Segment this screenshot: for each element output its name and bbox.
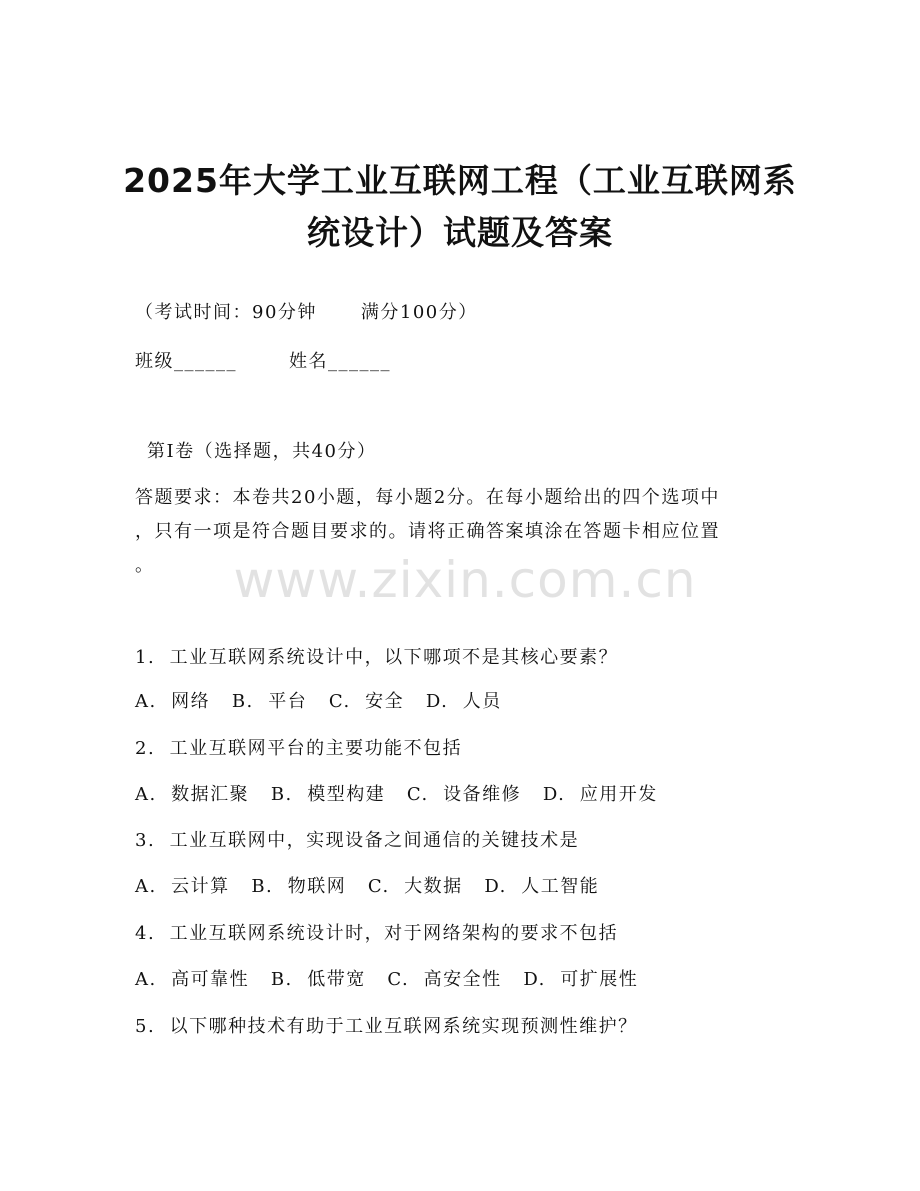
question-text: 5. 以下哪种技术有助于工业互联网系统实现预测性维护？ (135, 1016, 638, 1037)
full-score: 满分100分） (360, 302, 478, 323)
question-options: A. 高可靠性 B. 低带宽 C. 高安全性 D. 可扩展性 (135, 969, 639, 990)
question-options: A. 网络 B. 平台 C. 安全 D. 人员 (135, 691, 502, 712)
question-options: A. 数据汇聚 B. 模型构建 C. 设备维修 D. 应用开发 (135, 784, 658, 805)
exam-time: （考试时间：90分钟 (135, 302, 317, 323)
question-text: 2. 工业互联网平台的主要功能不包括 (135, 738, 463, 759)
question-options: A. 云计算 B. 物联网 C. 大数据 D. 人工智能 (135, 876, 600, 897)
document-title-line-1: 2025年大学工业互联网工程（工业互联网系 (123, 161, 797, 200)
section-heading: 第I卷（选择题，共40分） (147, 441, 377, 462)
requirements-line: 答题要求：本卷共20小题，每小题2分。在每小题给出的四个选项中 (135, 487, 720, 508)
question-text: 3. 工业互联网中，实现设备之间通信的关键技术是 (135, 830, 580, 851)
student-info (135, 350, 391, 374)
question-text: 4. 工业互联网系统设计时，对于网络架构的要求不包括 (135, 923, 619, 944)
question-text: 1. 工业互联网系统设计中，以下哪项不是其核心要素？ (135, 647, 619, 668)
watermark: www.zixin.com.cn (233, 551, 697, 609)
requirements-line: 。 (135, 555, 155, 576)
class-field: 班级______ (135, 351, 237, 372)
document-title-line-2: 统设计）试题及答案 (307, 213, 613, 252)
requirements-line: ，只有一项是符合题目要求的。请将正确答案填涂在答题卡相应位置 (135, 521, 720, 542)
name-field: 姓名______ (289, 351, 391, 372)
exam-meta (135, 301, 478, 325)
